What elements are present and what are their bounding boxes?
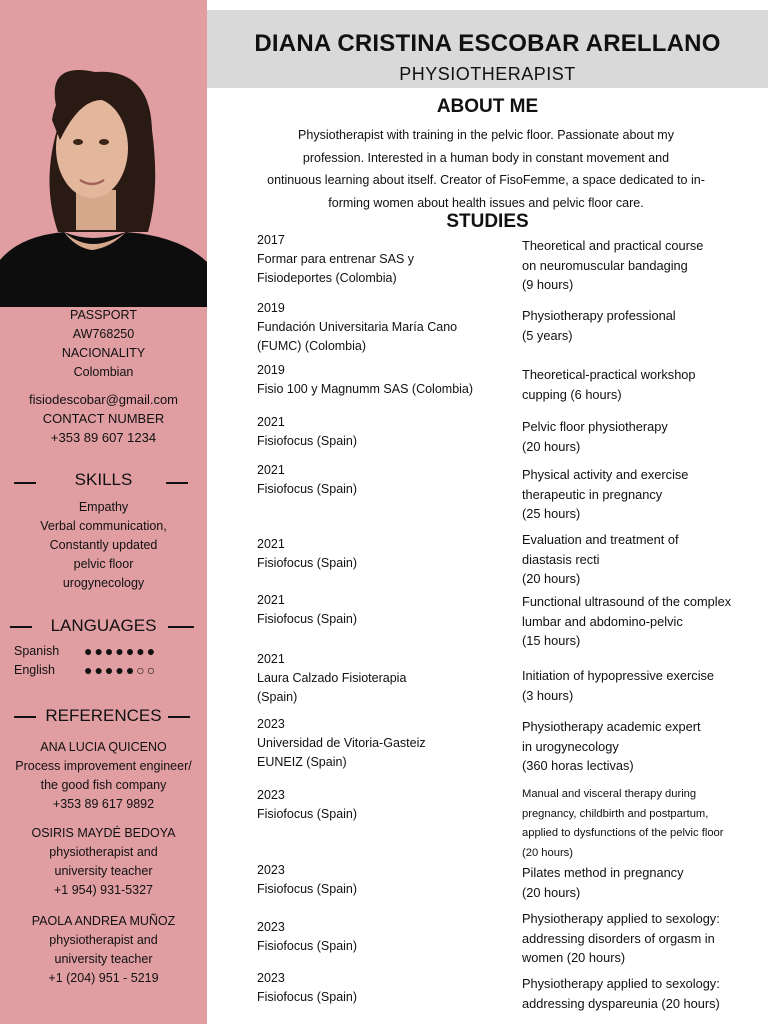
about-title: ABOUT ME — [436, 96, 539, 117]
study-course — [522, 717, 762, 776]
study-year: 2023 — [257, 863, 285, 877]
study-course-line: (15 hours) — [522, 633, 581, 648]
skill-item: Constantly updated — [49, 538, 158, 552]
profile-photo — [0, 0, 207, 307]
email-link[interactable]: fisiodescobar@gmail.com — [28, 392, 179, 407]
reference-title: Process improvement engineer/ — [15, 759, 192, 773]
study-school-line: Fisiofocus (Spain) — [257, 882, 358, 896]
study-course-line: on neuromuscular bandaging — [522, 257, 688, 273]
language-name: Spanish — [14, 644, 60, 658]
study-institution — [257, 413, 507, 451]
study-course-line: Evaluation and treatment of — [522, 532, 679, 547]
study-course-line: (360 horas lectivas) — [522, 758, 634, 773]
study-course-line: (20 hours) — [522, 846, 573, 859]
study-course-line: therapeutic in pregnancy — [522, 486, 663, 502]
study-course-line: Theoretical and practical course — [522, 238, 704, 253]
about-line: profession. Interested in a human body in constant movement and — [302, 150, 670, 165]
study-school-line: Fisiofocus (Spain) — [257, 556, 358, 570]
study-school-line: Universidad de Vitoria-Gasteiz — [257, 736, 426, 750]
language-level-dots: ●●●●●○○ — [84, 662, 158, 678]
study-year: 2019 — [257, 363, 285, 377]
study-course-line: Theoretical-practical workshop — [522, 367, 696, 382]
reference-company: university teacher — [54, 952, 153, 966]
contact-value: +353 89 607 1234 — [50, 430, 157, 445]
reference-name: OSIRIS MAYDÉ BEDOYA — [31, 826, 176, 840]
reference-company: university teacher — [54, 864, 153, 878]
languages-divider-right — [168, 626, 194, 628]
study-course — [522, 465, 762, 524]
reference-title: physiotherapist and — [49, 845, 158, 859]
study-year: 2023 — [257, 788, 285, 802]
study-year: 2021 — [257, 593, 285, 607]
study-school-line: EUNEIZ (Spain) — [257, 755, 347, 769]
study-year: 2023 — [257, 920, 285, 934]
reference-phone: +353 89 617 9892 — [52, 797, 155, 811]
study-course-line: lumbar and abdomino-pelvic — [522, 613, 683, 629]
study-course — [522, 863, 762, 902]
reference-name: PAOLA ANDREA MUÑOZ — [31, 914, 176, 928]
study-institution — [257, 861, 507, 899]
passport-label: PASSPORT — [70, 308, 137, 322]
nationality-label: NACIONALITY — [61, 346, 146, 360]
study-year: 2021 — [257, 463, 285, 477]
nationality-value: Colombian — [73, 365, 134, 379]
study-school-line: Formar para entrenar SAS y — [257, 252, 415, 266]
study-course-line: (25 hours) — [522, 506, 581, 521]
study-course-line: Manual and visceral therapy during — [522, 788, 697, 800]
study-course-line: (5 years) — [522, 327, 573, 343]
study-school-line: Fisiofocus (Spain) — [257, 482, 358, 496]
study-school-line: Fundación Universitaria María Cano — [257, 320, 458, 334]
study-course — [522, 417, 762, 456]
about-line: Physiotherapist with training in the pelvic floor. Passionate about my — [298, 128, 674, 142]
study-year: 2017 — [257, 233, 285, 247]
passport-value: AW768250 — [72, 327, 135, 341]
study-course-line: addressing disorders of orgasm in — [522, 930, 715, 946]
study-institution — [257, 918, 507, 956]
study-course-line: addressing dyspareunia (20 hours) — [522, 995, 720, 1011]
study-course — [522, 666, 762, 705]
study-course — [522, 974, 762, 1013]
study-school-line: Fisiofocus (Spain) — [257, 612, 358, 626]
study-course — [522, 306, 762, 345]
study-course-line: pregnancy, childbirth and postpartum, — [522, 807, 709, 820]
study-course — [522, 785, 762, 863]
reference-title: physiotherapist and — [49, 933, 158, 947]
study-year: 2021 — [257, 415, 285, 429]
study-course — [522, 530, 762, 589]
full-name: DIANA CRISTINA ESCOBAR ARELLANO — [254, 30, 721, 57]
about-line: ontinuous learning about itself. Creator of FisoFemme, a space dedicated to in- — [267, 173, 705, 187]
study-course-line: Functional ultrasound of the complex — [522, 594, 732, 609]
study-school-line: Fisiofocus (Spain) — [257, 807, 358, 821]
study-course-line: women (20 hours) — [522, 950, 626, 965]
about-line: forming women about health issues and pelvic floor care. — [328, 195, 644, 210]
study-course — [522, 592, 762, 651]
skills-title: SKILLS — [74, 470, 133, 489]
study-school-line: Fisiodeportes (Colombia) — [257, 271, 397, 285]
study-year: 2021 — [257, 652, 285, 666]
study-course-line: Pilates method in pregnancy — [522, 865, 684, 880]
study-year: 2021 — [257, 537, 285, 551]
study-institution — [257, 786, 507, 824]
reference-phone: +1 954) 931-5327 — [53, 883, 154, 897]
studies-title: STUDIES — [446, 211, 529, 232]
study-institution — [257, 231, 507, 288]
study-institution — [257, 969, 507, 1007]
study-institution — [257, 299, 507, 356]
references-title: REFERENCES — [45, 706, 162, 725]
reference-phone: +1 (204) 951 - 5219 — [48, 971, 159, 985]
study-course-line: diastasis recti — [522, 551, 600, 567]
study-course-line: applied to dysfunctions of the pelvic floor — [522, 827, 724, 839]
skill-item: urogynecology — [62, 576, 145, 590]
study-course-line: in urogynecology — [522, 738, 619, 754]
study-institution — [257, 535, 507, 573]
skill-item: Empathy — [78, 500, 129, 514]
study-institution — [257, 361, 507, 399]
skill-item: Verbal communication, — [40, 519, 167, 533]
skill-item: pelvic floor — [73, 557, 134, 571]
study-course-line: cupping (6 hours) — [522, 386, 622, 402]
language-name: English — [14, 663, 55, 677]
reference-company: the good fish company — [40, 778, 167, 792]
study-course — [522, 365, 762, 404]
study-course-line: Physiotherapy professional — [522, 308, 676, 323]
study-institution — [257, 461, 507, 499]
study-course-line: (20 hours) — [522, 571, 581, 586]
skills-divider-right — [166, 482, 188, 484]
study-institution — [257, 650, 507, 707]
study-course — [522, 236, 762, 295]
study-year: 2019 — [257, 301, 285, 315]
study-school-line: Fisio 100 y Magnumm SAS (Colombia) — [257, 382, 474, 396]
study-school-line: (Spain) — [257, 690, 298, 704]
language-level-dots: ●●●●●●● — [84, 643, 158, 659]
study-course — [522, 909, 762, 968]
study-course-line: Physiotherapy applied to sexology: — [522, 911, 720, 926]
study-course-line: (20 hours) — [522, 438, 581, 454]
study-year: 2023 — [257, 971, 285, 985]
study-course-line: Physiotherapy applied to sexology: — [522, 976, 720, 991]
contact-label: CONTACT NUMBER — [42, 411, 165, 426]
languages-title: LANGUAGES — [50, 616, 157, 635]
study-course-line: (9 hours) — [522, 277, 574, 292]
study-institution — [257, 591, 507, 629]
study-year: 2023 — [257, 717, 285, 731]
study-course-line: Initiation of hypopressive exercise — [522, 668, 715, 683]
about-text — [236, 124, 736, 214]
study-course-line: (3 hours) — [522, 687, 574, 703]
reference-name: ANA LUCIA QUICENO — [40, 740, 167, 754]
references-divider-right — [168, 716, 190, 718]
study-school-line: Fisiofocus (Spain) — [257, 434, 358, 448]
study-institution — [257, 715, 507, 772]
study-school-line: Fisiofocus (Spain) — [257, 990, 358, 1004]
study-school-line: Laura Calzado Fisioterapia — [257, 671, 407, 685]
study-course-line: Pelvic floor physiotherapy — [522, 419, 668, 434]
study-course-line: Physiotherapy academic expert — [522, 719, 701, 734]
study-course-line: Physical activity and exercise — [522, 467, 689, 482]
study-school-line: (FUMC) (Colombia) — [257, 339, 367, 353]
study-course-line: (20 hours) — [522, 884, 581, 900]
study-school-line: Fisiofocus (Spain) — [257, 939, 358, 953]
job-title: PHYSIOTHERAPIST — [399, 64, 576, 84]
